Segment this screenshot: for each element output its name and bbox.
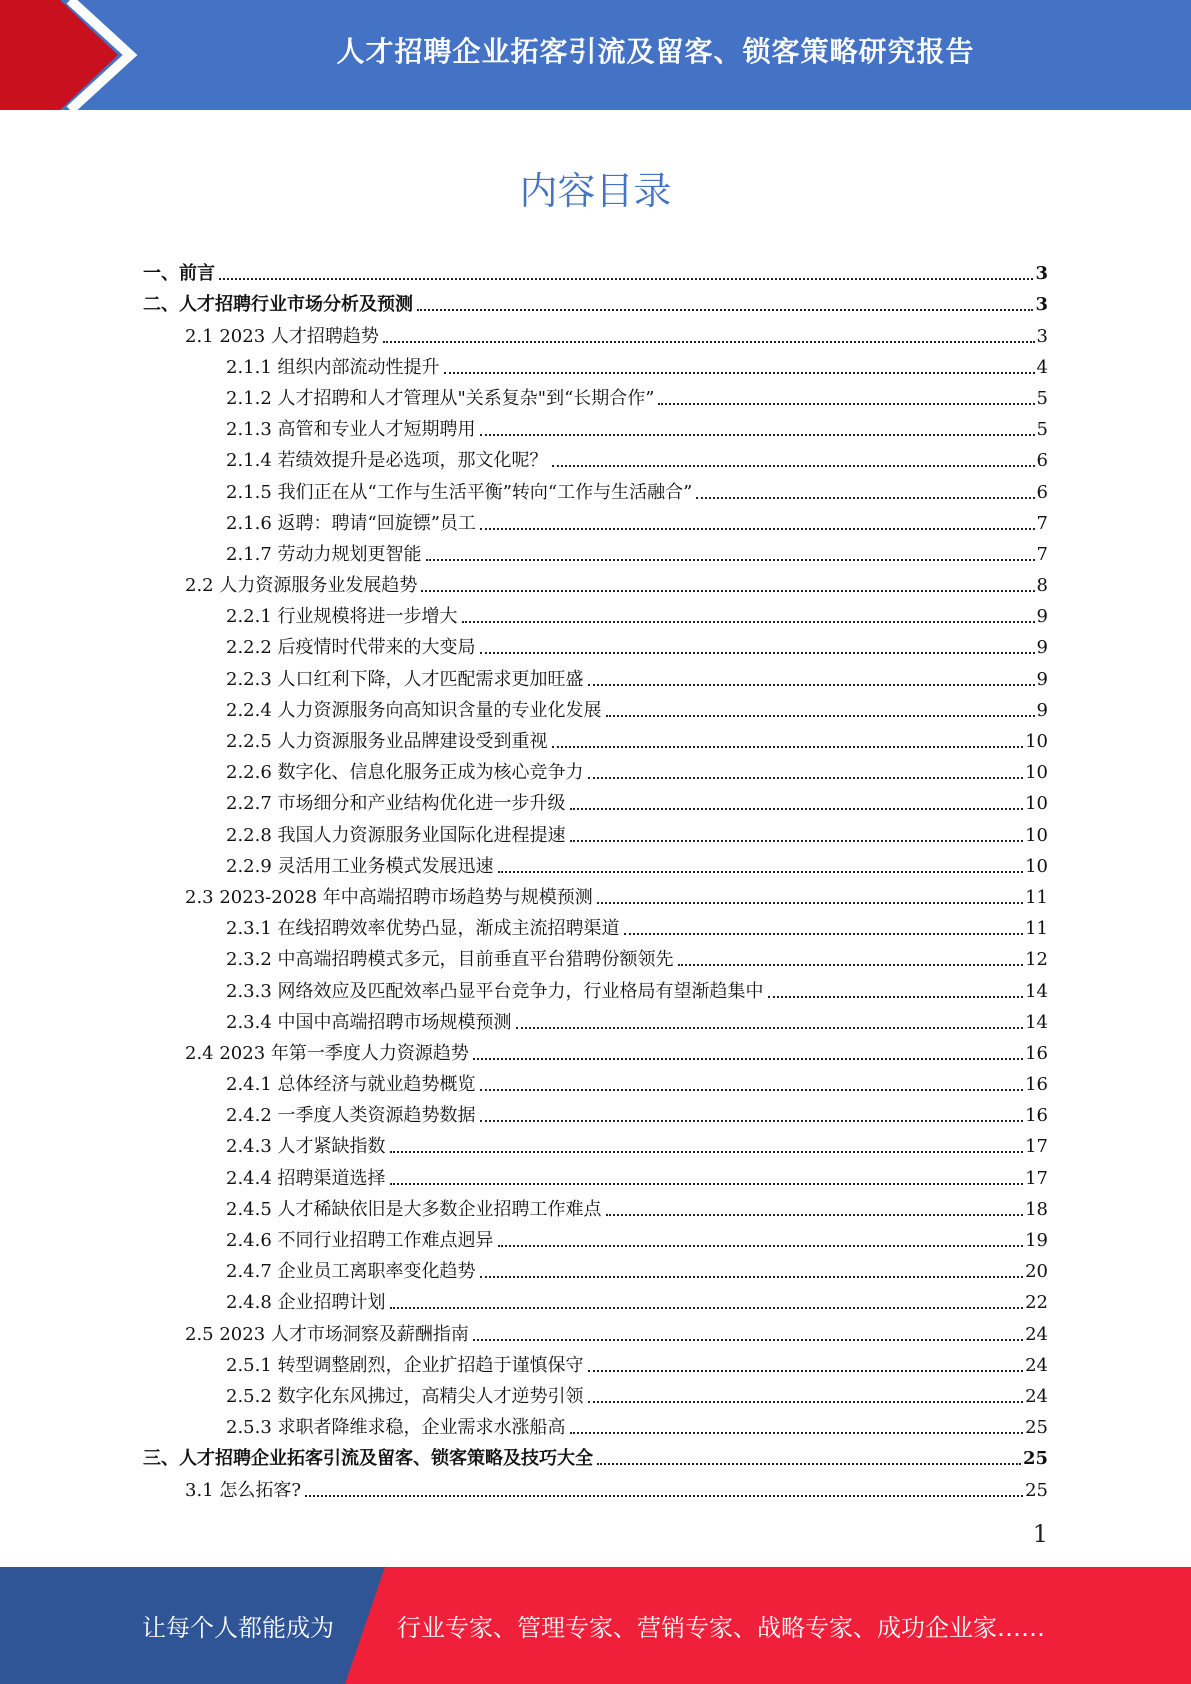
toc-entry[interactable] — [143, 722, 1048, 753]
toc-entry[interactable] — [143, 1283, 1048, 1314]
toc-entry-title: 2.2.2 后疫情时代带来的大变局 — [226, 637, 476, 659]
toc-entry-page: 6 — [1036, 481, 1048, 503]
footer-banner — [0, 1567, 1191, 1684]
header-arrow-decoration — [0, 0, 160, 110]
toc-entry-title: 2.1.5 我们正在从“工作与生活平衡”转向“工作与生活融合” — [226, 481, 693, 503]
toc-entry-title: 2.2.1 行业规模将进一步增大 — [226, 606, 458, 628]
toc-entry-title: 2.2.8 我国人力资源服务业国际化进程提速 — [226, 824, 566, 846]
toc-dot-leader — [219, 278, 1033, 280]
toc-dot-leader — [462, 621, 1035, 623]
toc-entry-page: 17 — [1025, 1167, 1048, 1189]
toc-entry-title: 三、人才招聘企业拓客引流及留客、锁客策略及技巧大全 — [143, 1448, 593, 1470]
toc-entry[interactable] — [143, 753, 1048, 784]
toc-entry[interactable] — [143, 1221, 1048, 1252]
toc-entry[interactable] — [143, 784, 1048, 815]
toc-entry-page: 9 — [1036, 699, 1048, 721]
toc-entry[interactable] — [143, 909, 1048, 940]
toc-entry-title: 2.4.1 总体经济与就业趋势概览 — [226, 1074, 476, 1096]
toc-entry-page: 8 — [1036, 575, 1048, 597]
toc-heading: 内容目录 — [519, 169, 672, 213]
toc-entry[interactable] — [143, 1252, 1048, 1283]
toc-entry-title: 2.4.2 一季度人类资源趋势数据 — [226, 1105, 476, 1127]
toc-dot-leader — [305, 1495, 1023, 1497]
toc-entry[interactable] — [143, 1408, 1048, 1439]
toc-entry-page: 16 — [1025, 1042, 1048, 1064]
toc-entry[interactable] — [143, 285, 1048, 316]
toc-entry[interactable] — [143, 1127, 1048, 1158]
report-title: 人才招聘企业拓客引流及留客、锁客策略研究报告 — [336, 35, 975, 68]
toc-entry[interactable] — [143, 348, 1048, 379]
toc-entry[interactable] — [143, 940, 1048, 971]
toc-entry-title: 一、前言 — [143, 263, 215, 285]
toc-dot-leader — [498, 1245, 1024, 1247]
toc-entry[interactable] — [143, 410, 1048, 441]
toc-entry[interactable] — [143, 316, 1048, 347]
toc-dot-leader — [417, 309, 1033, 311]
toc-entry-page: 5 — [1036, 419, 1048, 441]
toc-entry[interactable] — [143, 1065, 1048, 1096]
toc-entry-page: 10 — [1025, 855, 1048, 877]
toc-entry[interactable] — [143, 472, 1048, 503]
toc-entry-page: 20 — [1025, 1261, 1048, 1283]
toc-dot-leader — [588, 777, 1024, 779]
toc-entry-page: 24 — [1025, 1385, 1048, 1407]
toc-entry-page: 10 — [1025, 793, 1048, 815]
toc-entry-page: 3 — [1035, 263, 1048, 285]
toc-dot-leader — [552, 465, 1035, 467]
toc-entry-page: 3 — [1036, 325, 1048, 347]
toc-entry-page: 7 — [1036, 512, 1048, 534]
toc-entry[interactable] — [143, 1096, 1048, 1127]
toc-entry-title: 2.2.7 市场细分和产业结构优化进一步升级 — [226, 793, 566, 815]
toc-entry-title: 2.1.3 高管和专业人才短期聘用 — [226, 419, 476, 441]
toc-entry-page: 3 — [1035, 294, 1048, 316]
toc-entry-page: 16 — [1025, 1074, 1048, 1096]
toc-entry[interactable] — [143, 878, 1048, 909]
toc-entry-page: 6 — [1036, 450, 1048, 472]
toc-entry-title: 2.4.7 企业员工离职率变化趋势 — [226, 1261, 476, 1283]
toc-dot-leader — [570, 1432, 1024, 1434]
toc-entry-title: 2.3.1 在线招聘效率优势凸显，渐成主流招聘渠道 — [226, 918, 620, 940]
toc-dot-leader — [480, 1089, 1024, 1091]
toc-entry[interactable] — [143, 691, 1048, 722]
toc-dot-leader — [696, 497, 1034, 499]
toc-entry-title: 2.5 2023 人才市场洞察及薪酬指南 — [185, 1323, 469, 1345]
toc-entry-page: 4 — [1036, 356, 1048, 378]
toc-entry[interactable] — [143, 659, 1048, 690]
toc-dot-leader — [624, 933, 1024, 935]
toc-entry-page: 9 — [1036, 668, 1048, 690]
toc-dot-leader — [390, 1151, 1024, 1153]
toc-dot-leader — [606, 715, 1035, 717]
toc-dot-leader — [606, 1214, 1024, 1216]
toc-entry-page: 10 — [1025, 824, 1048, 846]
page-number: 1 — [1032, 1520, 1048, 1548]
toc-entry-page: 14 — [1025, 1011, 1048, 1033]
toc-dot-leader — [480, 434, 1035, 436]
toc-entry[interactable] — [143, 847, 1048, 878]
toc-dot-leader — [480, 652, 1035, 654]
toc-entry-page: 17 — [1025, 1136, 1048, 1158]
toc-entry-title: 2.3.4 中国中高端招聘市场规模预测 — [226, 1011, 512, 1033]
toc-dot-leader — [588, 1370, 1024, 1372]
toc-entry-page: 14 — [1025, 980, 1048, 1002]
toc-entry-title: 2.2.4 人力资源服务向高知识含量的专业化发展 — [226, 699, 602, 721]
toc-dot-leader — [390, 1183, 1024, 1185]
toc-entry-title: 2.2.6 数字化、信息化服务正成为核心竞争力 — [226, 762, 584, 784]
toc-entry-page: 11 — [1025, 886, 1048, 908]
toc-dot-leader — [444, 372, 1035, 374]
toc-entry-page: 5 — [1036, 387, 1048, 409]
table-of-contents — [143, 254, 1048, 1502]
toc-entry-title: 2.2.3 人口红利下降，人才匹配需求更加旺盛 — [226, 668, 584, 690]
toc-entry-title: 2.4.8 企业招聘计划 — [226, 1292, 386, 1314]
toc-entry[interactable] — [143, 1346, 1048, 1377]
footer-slogan-right: 行业专家、管理专家、营销专家、战略专家、成功企业家…… — [397, 1614, 1045, 1642]
toc-dot-leader — [498, 871, 1024, 873]
toc-entry-page: 12 — [1025, 949, 1048, 971]
toc-entry-title: 2.4.5 人才稀缺依旧是大多数企业招聘工作难点 — [226, 1198, 602, 1220]
toc-entry[interactable] — [143, 1314, 1048, 1345]
toc-entry[interactable] — [143, 628, 1048, 659]
toc-entry[interactable] — [143, 1003, 1048, 1034]
toc-entry-page: 10 — [1025, 762, 1048, 784]
toc-entry-title: 2.1.1 组织内部流动性提升 — [226, 356, 440, 378]
footer-slogan-left: 让每个人都能成为 — [142, 1614, 334, 1642]
toc-entry[interactable] — [143, 815, 1048, 846]
toc-entry-title: 2.1.6 返聘：聘请“回旋镖”员工 — [226, 512, 476, 534]
toc-dot-leader — [480, 1120, 1024, 1122]
toc-entry[interactable] — [143, 1190, 1048, 1221]
toc-entry-page: 22 — [1025, 1292, 1048, 1314]
toc-dot-leader — [421, 590, 1034, 592]
toc-dot-leader — [570, 808, 1024, 810]
toc-entry[interactable] — [143, 535, 1048, 566]
toc-entry-title: 2.4.4 招聘渠道选择 — [226, 1167, 386, 1189]
toc-dot-leader — [516, 1027, 1024, 1029]
toc-entry[interactable] — [143, 1470, 1048, 1501]
toc-dot-leader — [570, 840, 1024, 842]
toc-entry-title: 2.1.2 人才招聘和人才管理从"关系复杂"到“长期合作” — [226, 387, 655, 409]
toc-entry-title: 2.3.3 网络效应及匹配效率凸显平台竞争力，行业格局有望渐趋集中 — [226, 980, 764, 1002]
toc-entry[interactable] — [143, 504, 1048, 535]
header-red-chevron — [0, 0, 118, 110]
toc-dot-leader — [552, 746, 1024, 748]
toc-entry-page: 25 — [1025, 1417, 1048, 1439]
toc-entry-page: 25 — [1022, 1448, 1048, 1470]
toc-dot-leader — [426, 559, 1035, 561]
toc-entry-title: 2.1 2023 人才招聘趋势 — [185, 325, 379, 347]
toc-entry-title: 2.4.3 人才紧缺指数 — [226, 1136, 386, 1158]
toc-entry-title: 2.1.7 劳动力规划更智能 — [226, 543, 422, 565]
toc-dot-leader — [473, 1339, 1023, 1341]
toc-entry-title: 2.5.1 转型调整剧烈，企业扩招趋于谨慎保守 — [226, 1354, 584, 1376]
toc-dot-leader — [480, 1276, 1024, 1278]
toc-entry-page: 9 — [1036, 606, 1048, 628]
toc-entry-title: 2.3.2 中高端招聘模式多元，目前垂直平台猎聘份额领先 — [226, 949, 674, 971]
toc-dot-leader — [588, 1401, 1024, 1403]
toc-entry[interactable] — [143, 597, 1048, 628]
toc-dot-leader — [383, 341, 1035, 343]
toc-entry-title: 2.2 人力资源服务业发展趋势 — [185, 575, 418, 597]
toc-entry-page: 11 — [1025, 918, 1048, 940]
toc-entry-title: 2.2.5 人力资源服务业品牌建设受到重视 — [226, 731, 548, 752]
toc-entry-page: 25 — [1025, 1479, 1048, 1501]
toc-entry-title: 2.4 2023 年第一季度人力资源趋势 — [185, 1042, 469, 1064]
toc-entry[interactable] — [143, 1439, 1048, 1470]
toc-entry-page: 24 — [1025, 1323, 1048, 1345]
toc-dot-leader — [597, 1463, 1021, 1465]
toc-entry-page: 19 — [1025, 1230, 1048, 1251]
toc-entry[interactable] — [143, 379, 1048, 410]
toc-entry-title: 二、人才招聘行业市场分析及预测 — [143, 294, 413, 316]
toc-entry[interactable] — [143, 441, 1048, 472]
toc-dot-leader — [390, 1307, 1024, 1309]
toc-dot-leader — [658, 403, 1034, 405]
toc-dot-leader — [480, 528, 1035, 530]
toc-entry-title: 2.2.9 灵活用工业务模式发展迅速 — [226, 855, 494, 877]
toc-entry[interactable] — [143, 1377, 1048, 1408]
toc-entry[interactable] — [143, 566, 1048, 597]
toc-entry-title: 2.1.4 若绩效提升是必选项，那文化呢？ — [226, 450, 548, 472]
toc-dot-leader — [473, 1058, 1023, 1060]
toc-entry-page: 10 — [1025, 731, 1048, 752]
toc-dot-leader — [678, 964, 1024, 966]
toc-entry[interactable] — [143, 971, 1048, 1002]
toc-entry-page: 18 — [1025, 1198, 1048, 1220]
toc-entry-page: 9 — [1036, 637, 1048, 659]
toc-entry-title: 2.4.6 不同行业招聘工作难点迥异 — [226, 1230, 494, 1251]
toc-entry[interactable] — [143, 1034, 1048, 1065]
toc-entry-title: 2.5.3 求职者降维求稳，企业需求水涨船高 — [226, 1417, 566, 1439]
toc-entry-page: 24 — [1025, 1354, 1048, 1376]
toc-entry-page: 16 — [1025, 1105, 1048, 1127]
toc-entry-title: 2.5.2 数字化东风拂过，高精尖人才逆势引领 — [226, 1385, 584, 1407]
toc-entry[interactable] — [143, 1158, 1048, 1189]
toc-entry-title: 3.1 怎么拓客? — [185, 1479, 301, 1501]
toc-dot-leader — [597, 902, 1023, 904]
toc-dot-leader — [588, 684, 1035, 686]
toc-dot-leader — [768, 996, 1024, 998]
header-banner — [0, 0, 1191, 110]
toc-entry[interactable] — [143, 254, 1048, 285]
toc-entry-page: 7 — [1036, 543, 1048, 565]
toc-entry-title: 2.3 2023-2028 年中高端招聘市场趋势与规模预测 — [185, 886, 593, 908]
